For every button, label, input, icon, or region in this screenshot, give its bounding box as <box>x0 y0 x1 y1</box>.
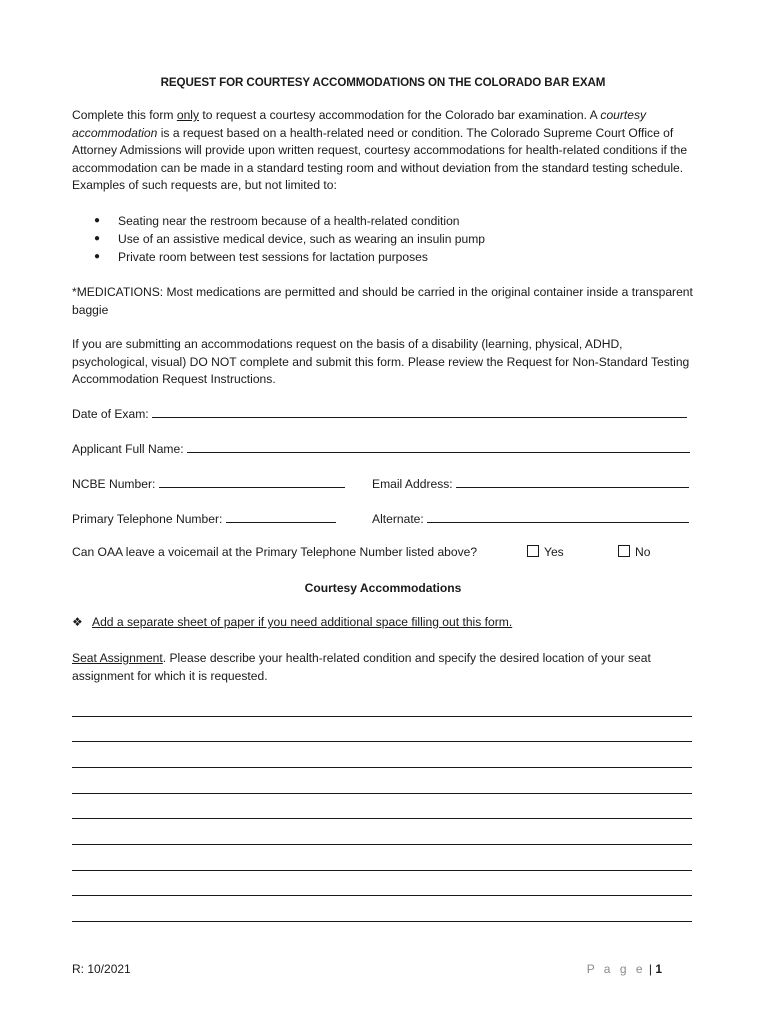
date-of-exam-input[interactable] <box>152 405 687 418</box>
yes-checkbox[interactable] <box>527 545 539 557</box>
intro-part2: to request a courtesy accommodation for the Colorado bar examination. A <box>199 108 601 122</box>
example-text: Private room between test sessions for lactation purposes <box>118 250 428 264</box>
section-title: Courtesy Accommodations <box>304 581 462 595</box>
example-text: Use of an assistive medical device, such as wearing an insulin pump <box>118 232 486 246</box>
answer-line-9[interactable] <box>72 921 692 922</box>
list-item <box>72 230 694 248</box>
answer-line-8[interactable] <box>72 895 692 896</box>
no-label: No <box>635 545 651 559</box>
applicant-name-label: Applicant Full Name: <box>72 442 184 456</box>
answer-line-4[interactable] <box>72 793 692 794</box>
answer-line-3[interactable] <box>72 767 692 768</box>
voicemail-no-option[interactable] <box>618 545 650 559</box>
ncbe-number-field <box>72 475 345 491</box>
applicant-name-input[interactable] <box>187 440 690 453</box>
intro-part1: Complete this form <box>72 108 177 122</box>
example-text: Seating near the restroom because of a health-related condition <box>118 214 460 228</box>
disability-note: If you are submitting an accommodations request on the basis of a disability (learning, physical, ADHD, psychological, visual) DO NOT complete and submit this form. Please review the Request for Non-Standard Testing Accommodation Request Instructions. <box>72 337 690 386</box>
voicemail-yes-option[interactable] <box>527 545 564 559</box>
page-number: 1 <box>655 962 662 976</box>
seat-assignment-instructions <box>72 650 694 685</box>
notice-text: Add a separate sheet of paper if you need additional space filling out this form. <box>92 615 513 629</box>
page-label: P a g e <box>586 962 646 976</box>
voicemail-question: Can OAA leave a voicemail at the Primary Telephone Number listed above? <box>72 545 478 559</box>
revision-date: R: 10/2021 <box>72 962 131 976</box>
ncbe-number-label: NCBE Number: <box>72 477 156 491</box>
form-title: REQUEST FOR COURTESY ACCOMMODATIONS ON THE COLORADO BAR EXAM <box>160 76 606 89</box>
seat-assignment-text: . Please describe your health-related condition and specify the desired location of your seat assignment for which it is requested. <box>72 651 651 683</box>
intro-only: only <box>176 108 200 122</box>
answer-line-1[interactable] <box>72 716 692 717</box>
primary-phone-field <box>72 510 336 526</box>
seat-assignment-label: Seat Assignment <box>72 651 163 665</box>
alternate-phone-label: Alternate: <box>372 512 424 526</box>
answer-line-7[interactable] <box>72 870 692 871</box>
email-field <box>372 475 689 491</box>
bullet-icon: ● <box>94 251 101 262</box>
applicant-name-field <box>72 440 690 456</box>
alternate-phone-field <box>372 510 689 526</box>
page-number-footer <box>587 962 662 976</box>
primary-phone-label: Primary Telephone Number: <box>72 512 223 526</box>
date-of-exam-label: Date of Exam: <box>72 407 149 421</box>
diamond-bullet-icon: ❖ <box>72 615 83 629</box>
list-item <box>72 248 694 266</box>
bullet-icon: ● <box>94 215 101 226</box>
intro-paragraph <box>72 107 694 195</box>
intro-part3: is a request based on a health-related need or condition. The Colorado Supreme Court Office of Attorney Admissions will provide upon written request, courtesy accommodations for health-related conditions if the accommodation can be made in a standard testing room and without deviation from the standard testing schedule. Examples of such requests are, but not limited to: <box>72 125 688 192</box>
primary-phone-input[interactable] <box>226 510 336 523</box>
page-separator: | <box>648 962 652 976</box>
list-item <box>72 212 694 230</box>
yes-label: Yes <box>544 545 564 559</box>
alternate-phone-input[interactable] <box>427 510 689 523</box>
intro-courtesy-term: courtesy accommodation <box>72 108 647 140</box>
email-label: Email Address: <box>372 477 453 491</box>
date-of-exam-field <box>72 405 687 421</box>
email-input[interactable] <box>456 475 689 488</box>
ncbe-number-input[interactable] <box>159 475 345 488</box>
answer-line-5[interactable] <box>72 818 692 819</box>
form-page <box>72 0 694 1024</box>
examples-list <box>72 212 694 266</box>
bullet-icon: ● <box>94 233 101 244</box>
answer-line-2[interactable] <box>72 741 692 742</box>
medications-note: *MEDICATIONS: Most medications are permitted and should be carried in the original container inside a transparent baggie <box>72 285 693 317</box>
additional-space-notice <box>72 615 512 629</box>
no-checkbox[interactable] <box>618 545 630 557</box>
answer-line-6[interactable] <box>72 844 692 845</box>
